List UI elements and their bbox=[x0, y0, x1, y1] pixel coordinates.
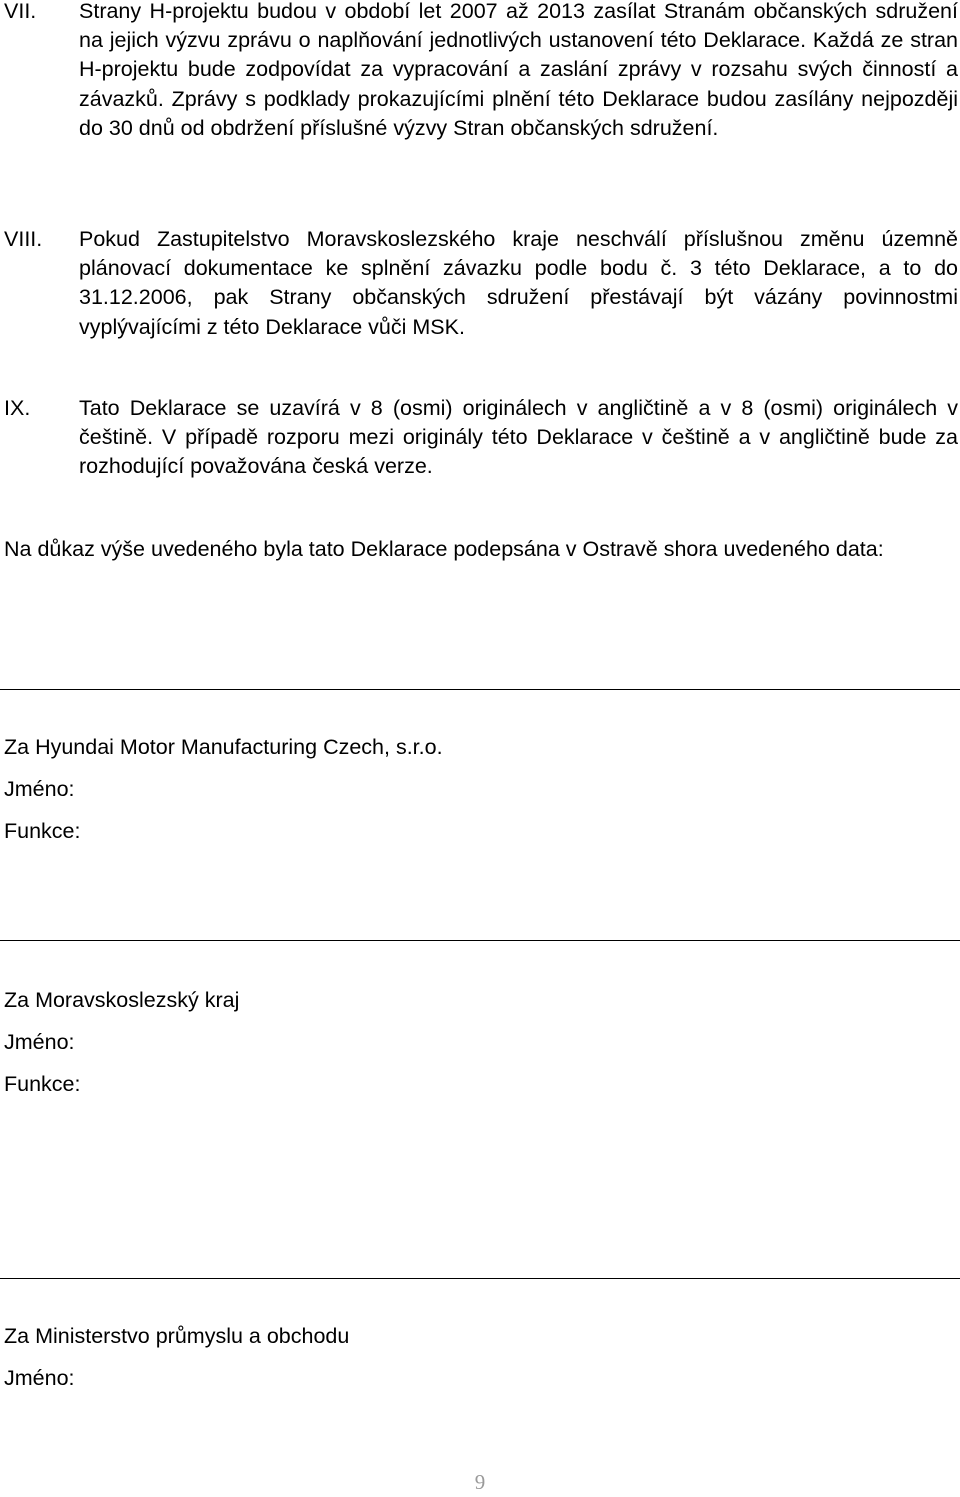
signature-line bbox=[0, 1278, 960, 1279]
signature-line bbox=[0, 940, 960, 941]
section-text: Tato Deklarace se uzavírá v 8 (osmi) originálech v angličtině a v 8 (osmi) originálech v češtině. V případě rozporu mezi originály této Deklarace v češtině a v angličtině bude za rozhodující považována česká verze. bbox=[79, 396, 958, 479]
section-numeral: IX. bbox=[4, 396, 31, 420]
signature-block-hyundai bbox=[4, 733, 443, 846]
signature-block-mpo bbox=[4, 1322, 349, 1393]
signature-line bbox=[0, 689, 960, 690]
signature-name-label: Jméno: bbox=[4, 777, 75, 801]
section-numeral: VII. bbox=[4, 0, 37, 23]
signature-party: Za Hyundai Motor Manufacturing Czech, s.r.o. bbox=[4, 735, 443, 759]
signature-block-msk bbox=[4, 986, 239, 1099]
section-viii bbox=[4, 225, 958, 342]
closing-statement: Na důkaz výše uvedeného byla tato Deklarace podepsána v Ostravě shora uvedeného data: bbox=[4, 537, 884, 561]
section-text: Pokud Zastupitelstvo Moravskoslezského kraje neschválí příslušnou změnu územně plánovací dokumentace ke splnění závazku podle bodu č. 3 této Deklarace, a to do 31.12.2006, pak Strany občanských sdružení přestávají být vázány povinnostmi vyplývajícími z této Deklarace vůči MSK. bbox=[79, 227, 958, 339]
signature-function-label: Funkce: bbox=[4, 1072, 81, 1096]
section-numeral: VIII. bbox=[4, 227, 43, 251]
signature-party: Za Moravskoslezský kraj bbox=[4, 988, 240, 1012]
section-vii bbox=[4, 0, 958, 143]
signature-name-label: Jméno: bbox=[4, 1030, 75, 1054]
section-ix bbox=[4, 394, 958, 482]
signature-name-label: Jméno: bbox=[4, 1366, 75, 1390]
signature-function-label: Funkce: bbox=[4, 819, 81, 843]
section-text: Strany H-projektu budou v období let 2007 až 2013 zasílat Stranám občanských sdružení na jejich výzvu zprávu o naplňování jednotlivých ustanovení této Deklarace. Každá ze stran H-projektu bude zodpovídat za vypracování a zaslání zprávy v rozsahu svých činností a závazků. Zprávy s podklady prokazujícími plnění této Deklarace budou zasílány nejpozději do 30 dnů od obdržení příslušné výzvy Stran občanských sdružení. bbox=[79, 0, 958, 140]
page-number: 9 bbox=[474, 1470, 486, 1494]
signature-party: Za Ministerstvo průmyslu a obchodu bbox=[4, 1324, 350, 1348]
